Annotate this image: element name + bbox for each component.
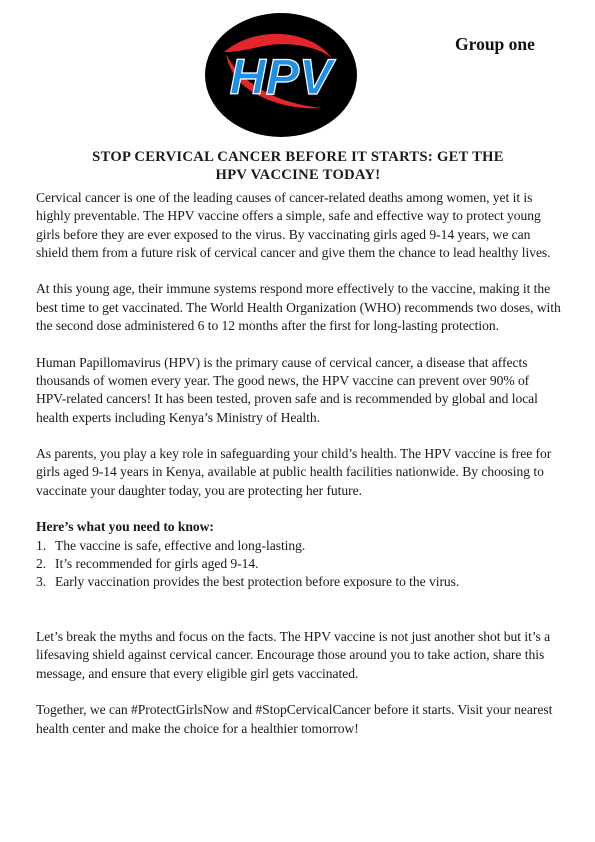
- paragraph-intro: Cervical cancer is one of the leading causes of cancer-related deaths among women, yet it is highly preventable. The HPV vaccine offers a simple, safe and effective way to protect young girls before they are ever exposed to the virus. By vaccinating girls aged 9-14 years, we can shield them from a future risk of cervical cancer and give them the chance to lead healthy lives.: [36, 190, 551, 260]
- list-item-number: 1.: [36, 537, 47, 553]
- need-to-know-section: [36, 518, 562, 591]
- list-item-number: 2.: [36, 555, 47, 571]
- title-line-1: STOP CERVICAL CANCER BEFORE IT STARTS: GET THE: [92, 149, 504, 165]
- list-item-text: Early vaccination provides the best protection before exposure to the virus.: [55, 574, 460, 590]
- list-item: [36, 555, 562, 573]
- need-to-know-heading: Here’s what you need to know:: [36, 519, 214, 535]
- paragraph-myths: Let’s break the myths and focus on the facts. The HPV vaccine is not just another shot but it’s a lifesaving shield against cervical cancer. Encourage those around you to take action, share this message, and ensure that every eligible girl gets vaccinated.: [36, 629, 551, 681]
- list-item-text: The vaccine is safe, effective and long-lasting.: [55, 537, 306, 553]
- paragraph-immune: At this young age, their immune systems respond more effectively to the vaccine, making it the best time to get vaccinated. The World Health Organization (WHO) recommends two doses, with the second dose administered 6 to 12 months after the first for long-lasting protection.: [36, 281, 561, 334]
- logo-text: HPV: [229, 49, 333, 105]
- list-item: [36, 537, 562, 555]
- article-body: [36, 189, 562, 738]
- paragraph-call-to-action: Together, we can #ProtectGirlsNow and #StopCervicalCancer before it starts. Visit your nearest health center and make the choice for a healthier tomorrow!: [36, 702, 553, 736]
- need-to-know-list: [36, 537, 562, 592]
- group-label: Group one: [455, 34, 535, 54]
- list-item-text: It’s recommended for girls aged 9-14.: [55, 555, 259, 571]
- list-item: [36, 573, 562, 591]
- page-title: [34, 148, 562, 184]
- list-item-number: 3.: [36, 574, 47, 590]
- hpv-logo: [204, 12, 358, 138]
- paragraph-hpv-cause: Human Papillomavirus (HPV) is the primary cause of cervical cancer, a disease that affects thousands of women every year. The good news, the HPV vaccine can prevent over 90% of HPV-related cancers! It has been tested, proven safe and is recommended by global and local health experts including Kenya’s Ministry of Health.: [36, 354, 538, 425]
- title-line-2: HPV VACCINE TODAY!: [215, 167, 381, 183]
- paragraph-parents: As parents, you play a key role in safeguarding your child’s health. The HPV vaccine is free for girls aged 9-14 years in Kenya, available at public health facilities nationwide. By choosing to vaccinate your daughter today, you are protecting her future.: [36, 446, 552, 498]
